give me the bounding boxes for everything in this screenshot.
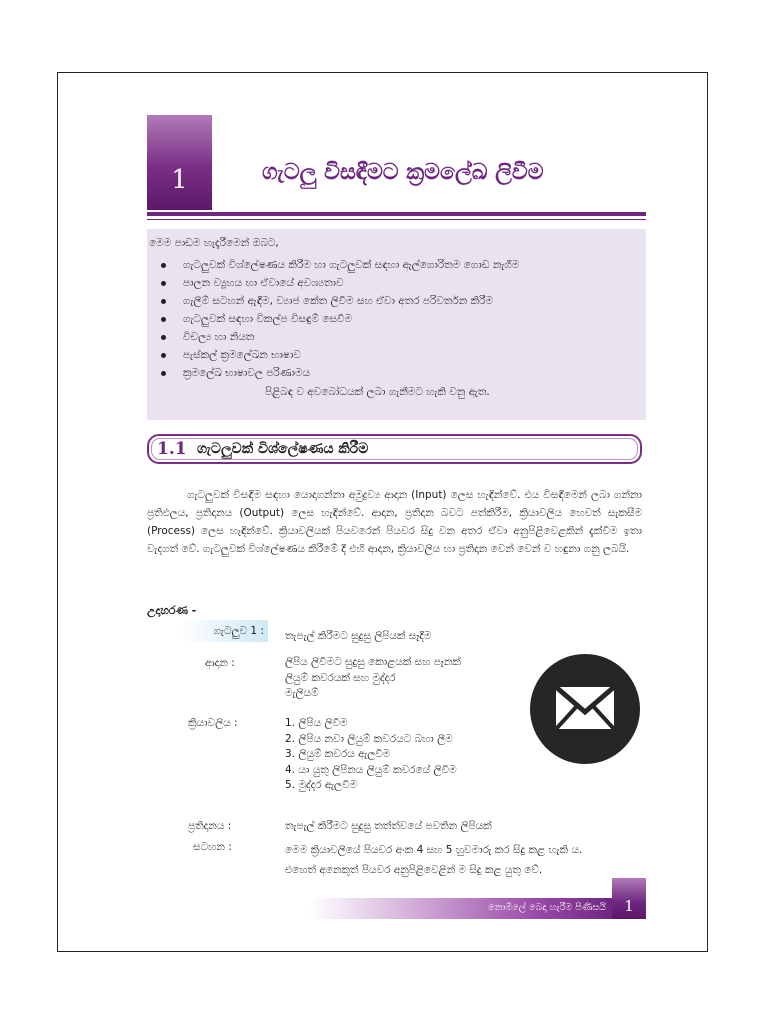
list-item: 1. ලිපිය ලිවීම	[285, 717, 348, 729]
bullet-icon	[161, 353, 166, 358]
objectives-list	[147, 256, 646, 382]
objective-text: ගැටලුවක් විශ්ලේෂණය කිරීම හා ගැටලුවක් සඳහා ඇල්ගොරිතම ගොඩ නැගීම	[183, 259, 520, 271]
bullet-icon	[161, 281, 166, 286]
objective-text: පාලන ව්‍යූහය හා ඒවායේ අවශ්‍යතාව	[183, 277, 344, 289]
paragraph-text: ගැටලුවක් විසඳීම සඳහා යොදාගන්නා අමුද්‍රව්‍ය ආදාන (Input) ලෙස හැඳින්වේ. එය විසඳීමෙන් ලබා ගන්නා ප්‍රතිඵලය, ප්‍රතිදානය (Output) ලෙස හැඳින්වේ. ආදාන, ප්‍රතිදාන බවට පත්කිරීම, ක්‍රියාවලිය හෙවත් සැකසීම (Process) ලෙස හැඳින්වේ. ක්‍රියාවලියක් පියවරෙන් පියවර සිදු වන අතර ඒවා අනුපිළිවෙළකින් දැක්වීම ඉතා වැදගත් වේ. ගැටලුවක් විශ්ලේෂණය කිරීමේ දී එහි ආදාන, ක්‍රියාවලිය හා ප්‍රතිදාන වෙන් වෙන් ව හඳුනා ගනු ලබයි.	[147, 489, 642, 555]
title-rule	[147, 212, 646, 216]
objective-text: විචල්‍ය හා නියත	[183, 331, 255, 343]
body-paragraph	[147, 486, 642, 558]
output-text: තැපැල් කිරීමට සුදුසු තත්ත්වයේ පවතින ලිපියක්	[285, 820, 492, 832]
note-label: සටහන :	[193, 841, 232, 853]
envelope-icon	[530, 654, 640, 764]
inputs-label: ආදාන :	[205, 657, 235, 669]
objective-text: ගැලීම් සටහන් ඇඳීම, ව්‍යාජ කේත ලිවීම සහ ඒවා අතර පරිවර්තන කිරීම	[183, 295, 494, 307]
chapter-number: 1	[171, 165, 188, 195]
section-title: ගැටලුවක් විශ්ලේෂණය කිරීම	[197, 441, 369, 457]
bullet-icon	[161, 317, 166, 322]
list-item: ලිපිය ලිවීමට සුදුසු කොළයක් සහ පෑනක්	[285, 656, 461, 668]
objectives-box	[147, 229, 646, 420]
bullet-icon	[161, 335, 166, 340]
inputs-list	[285, 655, 461, 702]
objective-text: ගැටලුවක් සඳහා විකල්ප විසඳුම් සෙවීම	[183, 313, 353, 325]
note-text	[285, 840, 582, 880]
example-label: උදාහරණ -	[147, 604, 197, 617]
bullet-icon	[161, 263, 166, 268]
bullet-icon	[161, 299, 166, 304]
list-item: ලියුම් කවරයක් සහ මුද්දර	[285, 671, 396, 684]
list-item	[161, 274, 646, 292]
note-line: මෙම ක්‍රියාවලියේ පියවර අංක 4 සහ 5 හුවමාරු කර සිදු කළ හැකි ය.	[285, 844, 583, 856]
bullet-icon	[161, 371, 166, 376]
list-item	[161, 346, 646, 364]
problem-label: ගැටලුව 1 :	[180, 620, 268, 642]
objective-text: පැස්කල් ක්‍රමලේඛන භාෂාව	[183, 349, 301, 361]
list-item: 5. මුද්දර ඇලවීම	[285, 779, 358, 791]
objective-text: ක්‍රමලේඛ භාෂාවල පරිණාමය	[183, 367, 311, 379]
section-number: 1.1	[157, 439, 187, 459]
page-number: 1	[624, 897, 634, 915]
page-number-block	[612, 878, 646, 919]
chapter-number-block	[147, 115, 212, 210]
note-line: එහෙත් අනෙකුත් පියවර අනුපිළිවෙළින් ම සිදු කළ යුතු වේ.	[285, 864, 543, 876]
list-item: 4. යා යුතු ලිපිනය ලියුම් කවරයේ ලිවීම	[285, 763, 457, 776]
process-label: ක්‍රියාවලිය :	[188, 717, 238, 729]
objectives-outro: පිළිබඳ ව අවබෝධයක් ලබා ගැනීමට හැකි වනු ඇත.	[265, 386, 490, 398]
list-item	[161, 328, 646, 346]
output-label: ප්‍රතිදානය :	[188, 820, 232, 832]
list-item	[161, 310, 646, 328]
chapter-title: ගැටලු විසඳීමට ක්‍රමලේඛ ලිවීම	[262, 160, 544, 185]
section-heading	[147, 434, 642, 464]
objectives-intro: මෙම පාඩම හැදෑරීමෙන් ඔබට,	[149, 237, 279, 249]
list-item: මැලියම්	[285, 687, 319, 699]
title-rule-thin	[147, 219, 646, 220]
process-list	[285, 716, 457, 794]
list-item	[161, 292, 646, 310]
list-item	[161, 256, 646, 274]
footer-text: නොමිලේ බෙදා හැරීම පිණිසයි	[488, 902, 606, 913]
list-item: 3. ලියුම් කවරය ඇලවීම	[285, 748, 391, 760]
list-item	[161, 364, 646, 382]
footer-band	[310, 898, 612, 919]
problem-text: තැපැල් කිරීමට සුදුසු ලිපියක් සෑදීම	[285, 630, 432, 642]
list-item: 2. ලිපිය නවා ලියුම් කවරයට බහා ලීම	[285, 732, 453, 745]
